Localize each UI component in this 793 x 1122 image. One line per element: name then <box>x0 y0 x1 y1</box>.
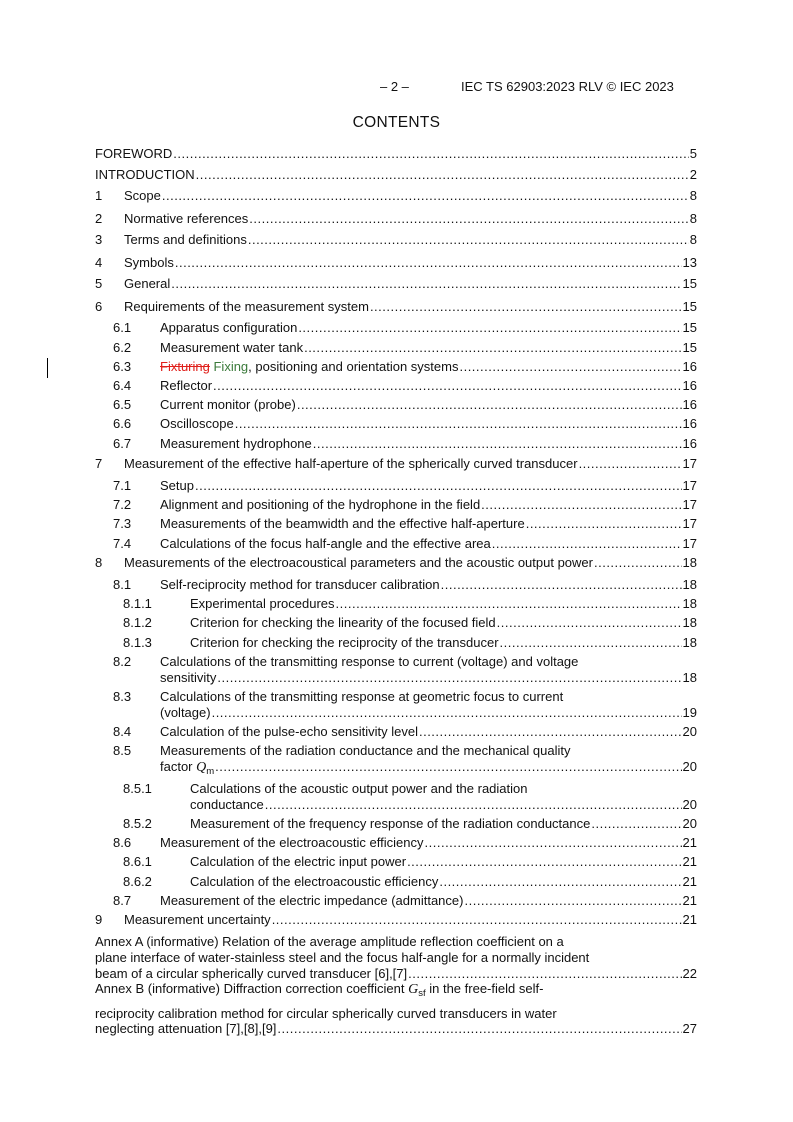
toc-entry[interactable] <box>0 724 793 739</box>
toc-entry[interactable] <box>0 276 793 291</box>
toc-entry-number: 8.1.1 <box>123 596 152 611</box>
toc-entry-page: 8 <box>689 211 697 226</box>
toc-entry-page: 5 <box>689 146 697 161</box>
change-bar <box>47 358 48 378</box>
dot-leader <box>175 255 682 271</box>
dot-leader <box>336 596 682 612</box>
toc-entry-page: 17 <box>682 536 697 551</box>
title-segment: factor <box>160 759 197 774</box>
toc-entry[interactable] <box>0 211 793 226</box>
toc-entry[interactable] <box>0 912 793 927</box>
deleted-text: Fixturing <box>160 359 210 374</box>
toc-entry-title: Symbols <box>124 255 174 270</box>
toc-entry[interactable] <box>0 615 793 630</box>
dot-leader <box>481 497 681 513</box>
title-segment: , positioning and orientation systems <box>248 359 459 374</box>
toc-entry-page: 15 <box>682 340 697 355</box>
toc-entry-title: Measurement of the effective half-aperture of the spherically curved transducer <box>124 456 578 471</box>
dot-leader <box>196 167 689 183</box>
toc-entry-title: Criterion for checking the reciprocity of the transducer <box>190 635 499 650</box>
dot-leader <box>407 854 681 870</box>
toc-entry-title: Annex A (informative) Relation of the average amplitude reflection coefficient on a <box>95 934 564 949</box>
toc-entry-page: 21 <box>682 854 697 869</box>
toc-entry-number: 6.4 <box>113 378 132 393</box>
toc-entry-title: INTRODUCTION <box>95 167 195 182</box>
toc-entry[interactable] <box>0 981 793 1036</box>
toc-entry-page: 21 <box>682 874 697 889</box>
toc-entry[interactable] <box>0 536 793 551</box>
toc-entry[interactable] <box>0 816 793 831</box>
toc-entry-page: 16 <box>682 436 697 451</box>
dot-leader <box>195 478 682 494</box>
toc-entry-number: 8.1.2 <box>123 615 152 630</box>
toc-entry-title: Current monitor (probe) <box>160 397 296 412</box>
dot-leader <box>304 340 681 356</box>
toc-entry-title: reciprocity calibration method for circular spherically curved transducers in water <box>95 1006 557 1021</box>
toc-entry-number: 8.5 <box>113 743 132 758</box>
dot-leader <box>526 516 682 532</box>
toc-entry[interactable] <box>0 743 793 777</box>
toc-entry[interactable] <box>0 577 793 592</box>
toc-entry-page: 20 <box>682 724 697 739</box>
toc-entry-title: neglecting attenuation [7],[8],[9] <box>95 1021 277 1036</box>
toc-entry-title: Experimental procedures <box>190 596 335 611</box>
toc-entry[interactable] <box>0 689 793 720</box>
toc-entry[interactable] <box>0 188 793 203</box>
toc-entry-page: 17 <box>682 497 697 512</box>
toc-entry-number: 8.6 <box>113 835 132 850</box>
toc-entry-page: 16 <box>682 378 697 393</box>
toc-entry-title: Scope <box>124 188 161 203</box>
toc-entry-title <box>160 759 214 780</box>
toc-entry[interactable] <box>0 854 793 869</box>
toc-entry-page: 20 <box>682 797 697 812</box>
toc-entry[interactable] <box>0 299 793 314</box>
toc-entry-page: 16 <box>682 397 697 412</box>
toc-entry[interactable] <box>0 167 793 182</box>
toc-entry-title: Calculation of the electroacoustic efficiency <box>190 874 439 889</box>
dot-leader <box>591 816 681 832</box>
dot-leader <box>313 436 682 452</box>
toc-entry-title: Terms and definitions <box>124 232 247 247</box>
title-segment: in the free-field self- <box>425 981 544 996</box>
toc-entry[interactable] <box>0 893 793 908</box>
dot-leader <box>272 912 682 928</box>
toc-entry[interactable] <box>0 397 793 412</box>
dot-leader <box>408 966 681 982</box>
toc-entry-number: 8 <box>95 555 103 570</box>
toc-entry-number: 8.1 <box>113 577 132 592</box>
toc-entry-page: 21 <box>682 893 697 908</box>
toc-entry-title: Normative references <box>124 211 249 226</box>
toc-entry[interactable] <box>0 635 793 650</box>
toc-entry-page: 16 <box>682 359 697 374</box>
toc-entry-number: 6.1 <box>113 320 132 335</box>
dot-leader <box>173 146 688 162</box>
toc-entry-title: Self-reciprocity method for transducer calibration <box>160 577 440 592</box>
title-segment: Annex B (informative) Diffraction correction coefficient <box>95 981 409 996</box>
toc-entry-title: Calculations of the transmitting response at geometric focus to current <box>160 689 564 704</box>
toc-entry-title: Measurements of the electroacoustical parameters and the acoustic output power <box>124 555 593 570</box>
toc-entry-number: 8.5.1 <box>123 781 152 796</box>
toc-entry-title: conductance <box>190 797 264 812</box>
toc-entry-number: 6.5 <box>113 397 132 412</box>
toc-entry-page: 8 <box>689 188 697 203</box>
toc-entry[interactable] <box>0 416 793 431</box>
title-segment: Q <box>196 760 207 775</box>
toc-entry-page: 17 <box>682 456 697 471</box>
title-segment: m <box>206 766 215 777</box>
dot-leader <box>298 320 681 336</box>
toc-entry-title: (voltage) <box>160 705 211 720</box>
toc-entry-title <box>160 359 458 375</box>
toc-entry-number: 7 <box>95 456 103 471</box>
dot-leader <box>265 797 682 813</box>
toc-entry-number: 8.7 <box>113 893 132 908</box>
document-id-header: IEC TS 62903:2023 RLV © IEC 2023 <box>461 79 674 94</box>
toc-entry-number: 7.1 <box>113 478 132 493</box>
dot-leader <box>277 1021 681 1037</box>
toc-entry-page: 27 <box>682 1021 697 1036</box>
toc-entry-title: Criterion for checking the linearity of the focused field <box>190 615 496 630</box>
toc-entry-page: 18 <box>682 615 697 630</box>
toc-entry-page: 20 <box>682 816 697 831</box>
toc-entry-page: 22 <box>682 966 697 981</box>
toc-entry-number: 8.6.2 <box>123 874 152 889</box>
toc-entry-number: 8.2 <box>113 654 132 669</box>
dot-leader <box>249 211 688 227</box>
toc-entry-number: 4 <box>95 255 103 270</box>
toc-entry-title: Calculation of the pulse-echo sensitivity level <box>160 724 418 739</box>
toc-entry-page: 13 <box>682 255 697 270</box>
toc-entry[interactable] <box>0 320 793 335</box>
toc-entry[interactable] <box>0 456 793 471</box>
toc-entry-title: Calculation of the electric input power <box>190 854 407 869</box>
toc-entry[interactable] <box>0 654 793 685</box>
toc-entry-number: 6.6 <box>113 416 132 431</box>
toc-entry[interactable] <box>0 934 793 981</box>
toc-entry-number: 6.7 <box>113 436 132 451</box>
toc-entry-title: Measurements of the radiation conductance and the mechanical quality <box>160 743 571 758</box>
toc-entry-title: Measurement of the electric impedance (admittance) <box>160 893 464 908</box>
dot-leader <box>370 299 682 315</box>
dot-leader <box>459 359 681 375</box>
toc-entry-number: 8.1.3 <box>123 635 152 650</box>
toc-entry[interactable] <box>0 874 793 889</box>
toc-entry[interactable] <box>0 478 793 493</box>
dot-leader <box>425 835 682 851</box>
toc-entry[interactable] <box>0 497 793 512</box>
toc-entry[interactable] <box>0 555 793 570</box>
toc-entry-number: 5 <box>95 276 103 291</box>
toc-entry-title: Calculations of the focus half-angle and the effective area <box>160 536 491 551</box>
dot-leader <box>464 893 681 909</box>
toc-entry-title: sensitivity <box>160 670 217 685</box>
dot-leader <box>419 724 682 740</box>
dot-leader <box>497 615 682 631</box>
toc-entry-number: 8.4 <box>113 724 132 739</box>
toc-entry-title: General <box>124 276 171 291</box>
toc-entry-number: 6 <box>95 299 103 314</box>
toc-entry-title: Calculations of the transmitting response to current (voltage) and voltage <box>160 654 579 669</box>
toc-entry-title: Measurement water tank <box>160 340 304 355</box>
toc-entry-title: beam of a circular spherically curved transducer [6],[7] <box>95 966 408 981</box>
dot-leader <box>217 670 681 686</box>
dot-leader <box>235 416 682 432</box>
dot-leader <box>439 874 681 890</box>
toc-entry-number: 8.5.2 <box>123 816 152 831</box>
toc-entry-title: Requirements of the measurement system <box>124 299 369 314</box>
toc-entry-title: Apparatus configuration <box>160 320 298 335</box>
toc-entry-page: 15 <box>682 299 697 314</box>
toc-entry[interactable] <box>0 436 793 451</box>
toc-entry-title: Measurements of the beamwidth and the effective half-aperture <box>160 516 525 531</box>
toc-entry-page: 18 <box>682 577 697 592</box>
dot-leader <box>492 536 682 552</box>
toc-entry-page: 8 <box>689 232 697 247</box>
dot-leader <box>579 456 682 472</box>
toc-entry-page: 17 <box>682 516 697 531</box>
title-segment: G <box>408 982 419 997</box>
toc-entry-title: Measurement hydrophone <box>160 436 312 451</box>
toc-entry-number: 8.6.1 <box>123 854 152 869</box>
toc-entry[interactable] <box>0 359 793 374</box>
toc-entry-page: 20 <box>682 759 697 774</box>
toc-entry-page: 19 <box>682 705 697 720</box>
toc-entry[interactable] <box>0 516 793 531</box>
toc-entry-page: 17 <box>682 478 697 493</box>
toc-entry-page: 18 <box>682 670 697 685</box>
page-number-header: – 2 – <box>380 79 409 94</box>
toc-entry-page: 15 <box>682 320 697 335</box>
toc-entry-page: 2 <box>689 167 697 182</box>
toc-entry-number: 7.2 <box>113 497 132 512</box>
toc-entry-title: Calculations of the acoustic output power and the radiation <box>190 781 528 796</box>
dot-leader <box>162 188 689 204</box>
toc-entry-number: 7.4 <box>113 536 132 551</box>
contents-title: CONTENTS <box>352 114 441 131</box>
toc-entry-title: Reflector <box>160 378 213 393</box>
toc-entry[interactable] <box>0 596 793 611</box>
toc-entry-page: 15 <box>682 276 697 291</box>
toc-entry-title: Oscilloscope <box>160 416 234 431</box>
toc-entry-page: 18 <box>682 555 697 570</box>
toc-entry-title: Measurement of the frequency response of the radiation conductance <box>190 816 591 831</box>
toc-entry-number: 3 <box>95 232 103 247</box>
toc-entry[interactable] <box>0 146 793 161</box>
toc-entry-title: plane interface of water-stainless steel and the focus half-angle for a normally incident <box>95 950 590 965</box>
toc-entry-page: 18 <box>682 635 697 650</box>
dot-leader <box>212 705 682 721</box>
dot-leader <box>500 635 682 651</box>
dot-leader <box>171 276 681 292</box>
toc-entry-number: 8.3 <box>113 689 132 704</box>
toc-entry-page: 18 <box>682 596 697 611</box>
toc-entry-title: FOREWORD <box>95 146 173 161</box>
toc-entry-title: Alignment and positioning of the hydrophone in the field <box>160 497 481 512</box>
toc-entry-number: 2 <box>95 211 103 226</box>
toc-entry[interactable] <box>0 255 793 270</box>
toc-entry[interactable] <box>0 378 793 393</box>
dot-leader <box>215 759 681 780</box>
toc-entry[interactable] <box>0 835 793 850</box>
toc-entry-number: 6.3 <box>113 359 132 374</box>
toc-entry[interactable] <box>0 781 793 812</box>
dot-leader <box>594 555 682 571</box>
toc-entry-title: Measurement uncertainty <box>124 912 271 927</box>
title-segment: sf <box>418 988 426 999</box>
toc-entry-title: Measurement of the electroacoustic efficiency <box>160 835 424 850</box>
toc-entry-title: Setup <box>160 478 194 493</box>
toc-entry-number: 1 <box>95 188 103 203</box>
toc-entry-number: 7.3 <box>113 516 132 531</box>
toc-entry[interactable] <box>0 232 793 247</box>
toc-entry-title <box>95 981 543 1002</box>
dot-leader <box>213 378 682 394</box>
toc-entry-page: 21 <box>682 912 697 927</box>
dot-leader <box>248 232 689 248</box>
inserted-text: Fixing <box>213 359 249 374</box>
dot-leader <box>441 577 682 593</box>
toc-entry-number: 6.2 <box>113 340 132 355</box>
toc-entry-page: 16 <box>682 416 697 431</box>
toc-entry-number: 9 <box>95 912 103 927</box>
dot-leader <box>297 397 682 413</box>
toc-entry[interactable] <box>0 340 793 355</box>
toc-entry-page: 21 <box>682 835 697 850</box>
